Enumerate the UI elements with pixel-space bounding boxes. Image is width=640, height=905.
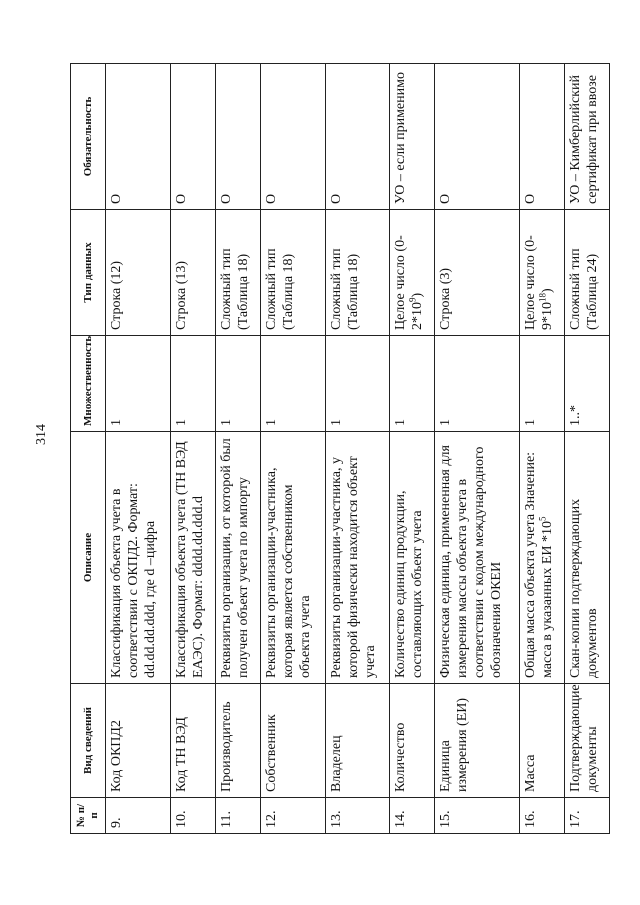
header-desc: Описание xyxy=(71,432,106,684)
cell-dtype: Строка (12) xyxy=(106,210,171,336)
cell-desc: Классификация объекта учета в соответствии с ОКПД2. Формат: dd.dd.dd.ddd, где d –цифра xyxy=(106,432,171,684)
header-type: Вид сведений xyxy=(71,684,106,798)
cell-dtype: Сложный тип (Таблица 24) xyxy=(564,210,609,336)
header-dtype: Тип данных xyxy=(71,210,106,336)
cell-mult: 1..* xyxy=(564,336,609,432)
table-row xyxy=(519,64,564,834)
table-row xyxy=(106,64,171,834)
cell-desc: Скан-копии подтверждающих документов xyxy=(564,432,609,684)
cell-mult: 1 xyxy=(519,336,564,432)
cell-type: Количество xyxy=(390,684,435,798)
cell-desc: Реквизиты организации-участника, у которой физически находится объект учета xyxy=(325,432,390,684)
cell-mult: 1 xyxy=(260,336,325,432)
cell-req: О xyxy=(435,64,519,210)
cell-req: О xyxy=(519,64,564,210)
header-mult: Множественность xyxy=(71,336,106,432)
cell-mult: 1 xyxy=(170,336,215,432)
cell-req: О xyxy=(325,64,390,210)
cell-req: УО – если применимо xyxy=(390,64,435,210)
table-row xyxy=(564,64,609,834)
cell-num: 16. xyxy=(519,798,564,834)
cell-desc: Классификация объекта учета (ТН ВЭД ЕАЭС). Формат: dddd.dd.ddd.d xyxy=(170,432,215,684)
desc-text: Общая масса объекта учета Значение: масса в указанных ЕИ *10 xyxy=(522,451,555,678)
cell-type: Собственник xyxy=(260,684,325,798)
dtype-text: Целое число (0-2*10 xyxy=(393,235,426,330)
cell-num: 10. xyxy=(170,798,215,834)
cell-mult: 1 xyxy=(106,336,171,432)
dtype-tail: ) xyxy=(539,288,555,293)
cell-dtype: Сложный тип (Таблица 18) xyxy=(325,210,390,336)
cell-dtype: Сложный тип (Таблица 18) xyxy=(260,210,325,336)
cell-type: Код ОКПД2 xyxy=(106,684,171,798)
dtype-tail: ) xyxy=(410,292,426,298)
cell-desc: Реквизиты организации, от которой был получен объект учета по импорту xyxy=(215,432,260,684)
cell-dtype: Строка (13) xyxy=(170,210,215,336)
dtype-text: Целое число (0-9*10 xyxy=(522,235,555,330)
cell-mult: 1 xyxy=(325,336,390,432)
cell-num: 15. xyxy=(435,798,519,834)
rotated-table-wrapper xyxy=(70,64,610,834)
cell-type: Единица измерения (ЕИ) xyxy=(435,684,519,798)
dtype-exponent: 18 xyxy=(537,293,548,302)
cell-type: Масса xyxy=(519,684,564,798)
cell-desc xyxy=(519,432,564,684)
header-num: № п/п xyxy=(71,798,106,834)
cell-req: О xyxy=(106,64,171,210)
desc-exponent: 5 xyxy=(537,516,548,521)
cell-desc: Реквизиты организации-участника, которая является собственником объекта учета xyxy=(260,432,325,684)
header-req: Обязательность xyxy=(71,64,106,210)
cell-mult: 1 xyxy=(390,336,435,432)
cell-desc: Количество единиц продукции, составляющих объект учета xyxy=(390,432,435,684)
page-number: 314 xyxy=(34,424,49,445)
cell-num: 14. xyxy=(390,798,435,834)
cell-dtype xyxy=(390,210,435,336)
cell-type: Код ТН ВЭД xyxy=(170,684,215,798)
cell-num: 11. xyxy=(215,798,260,834)
cell-desc: Физическая единица, примененная для измерения массы объекта учета в соответствии с кодом международного обозначения ОКЕИ xyxy=(435,432,519,684)
cell-num: 17. xyxy=(564,798,609,834)
table-row xyxy=(325,64,390,834)
cell-type: Производитель xyxy=(215,684,260,798)
cell-dtype: Строка (3) xyxy=(435,210,519,336)
cell-mult: 1 xyxy=(435,336,519,432)
table-header-row xyxy=(71,64,106,834)
table-row xyxy=(215,64,260,834)
table-row xyxy=(170,64,215,834)
cell-type: Подтверждающие документы xyxy=(564,684,609,798)
cell-dtype: Сложный тип (Таблица 18) xyxy=(215,210,260,336)
cell-dtype xyxy=(519,210,564,336)
cell-req: О xyxy=(260,64,325,210)
cell-num: 12. xyxy=(260,798,325,834)
dtype-exponent: 9 xyxy=(407,297,418,302)
cell-mult: 1 xyxy=(215,336,260,432)
cell-req: О xyxy=(170,64,215,210)
cell-num: 9. xyxy=(106,798,171,834)
cell-num: 13. xyxy=(325,798,390,834)
cell-req: О xyxy=(215,64,260,210)
table-row xyxy=(390,64,435,834)
table-row xyxy=(260,64,325,834)
data-table xyxy=(70,63,610,834)
cell-req: УО – Кимберлийский сертификат при ввозе xyxy=(564,64,609,210)
table-row xyxy=(435,64,519,834)
cell-type: Владелец xyxy=(325,684,390,798)
